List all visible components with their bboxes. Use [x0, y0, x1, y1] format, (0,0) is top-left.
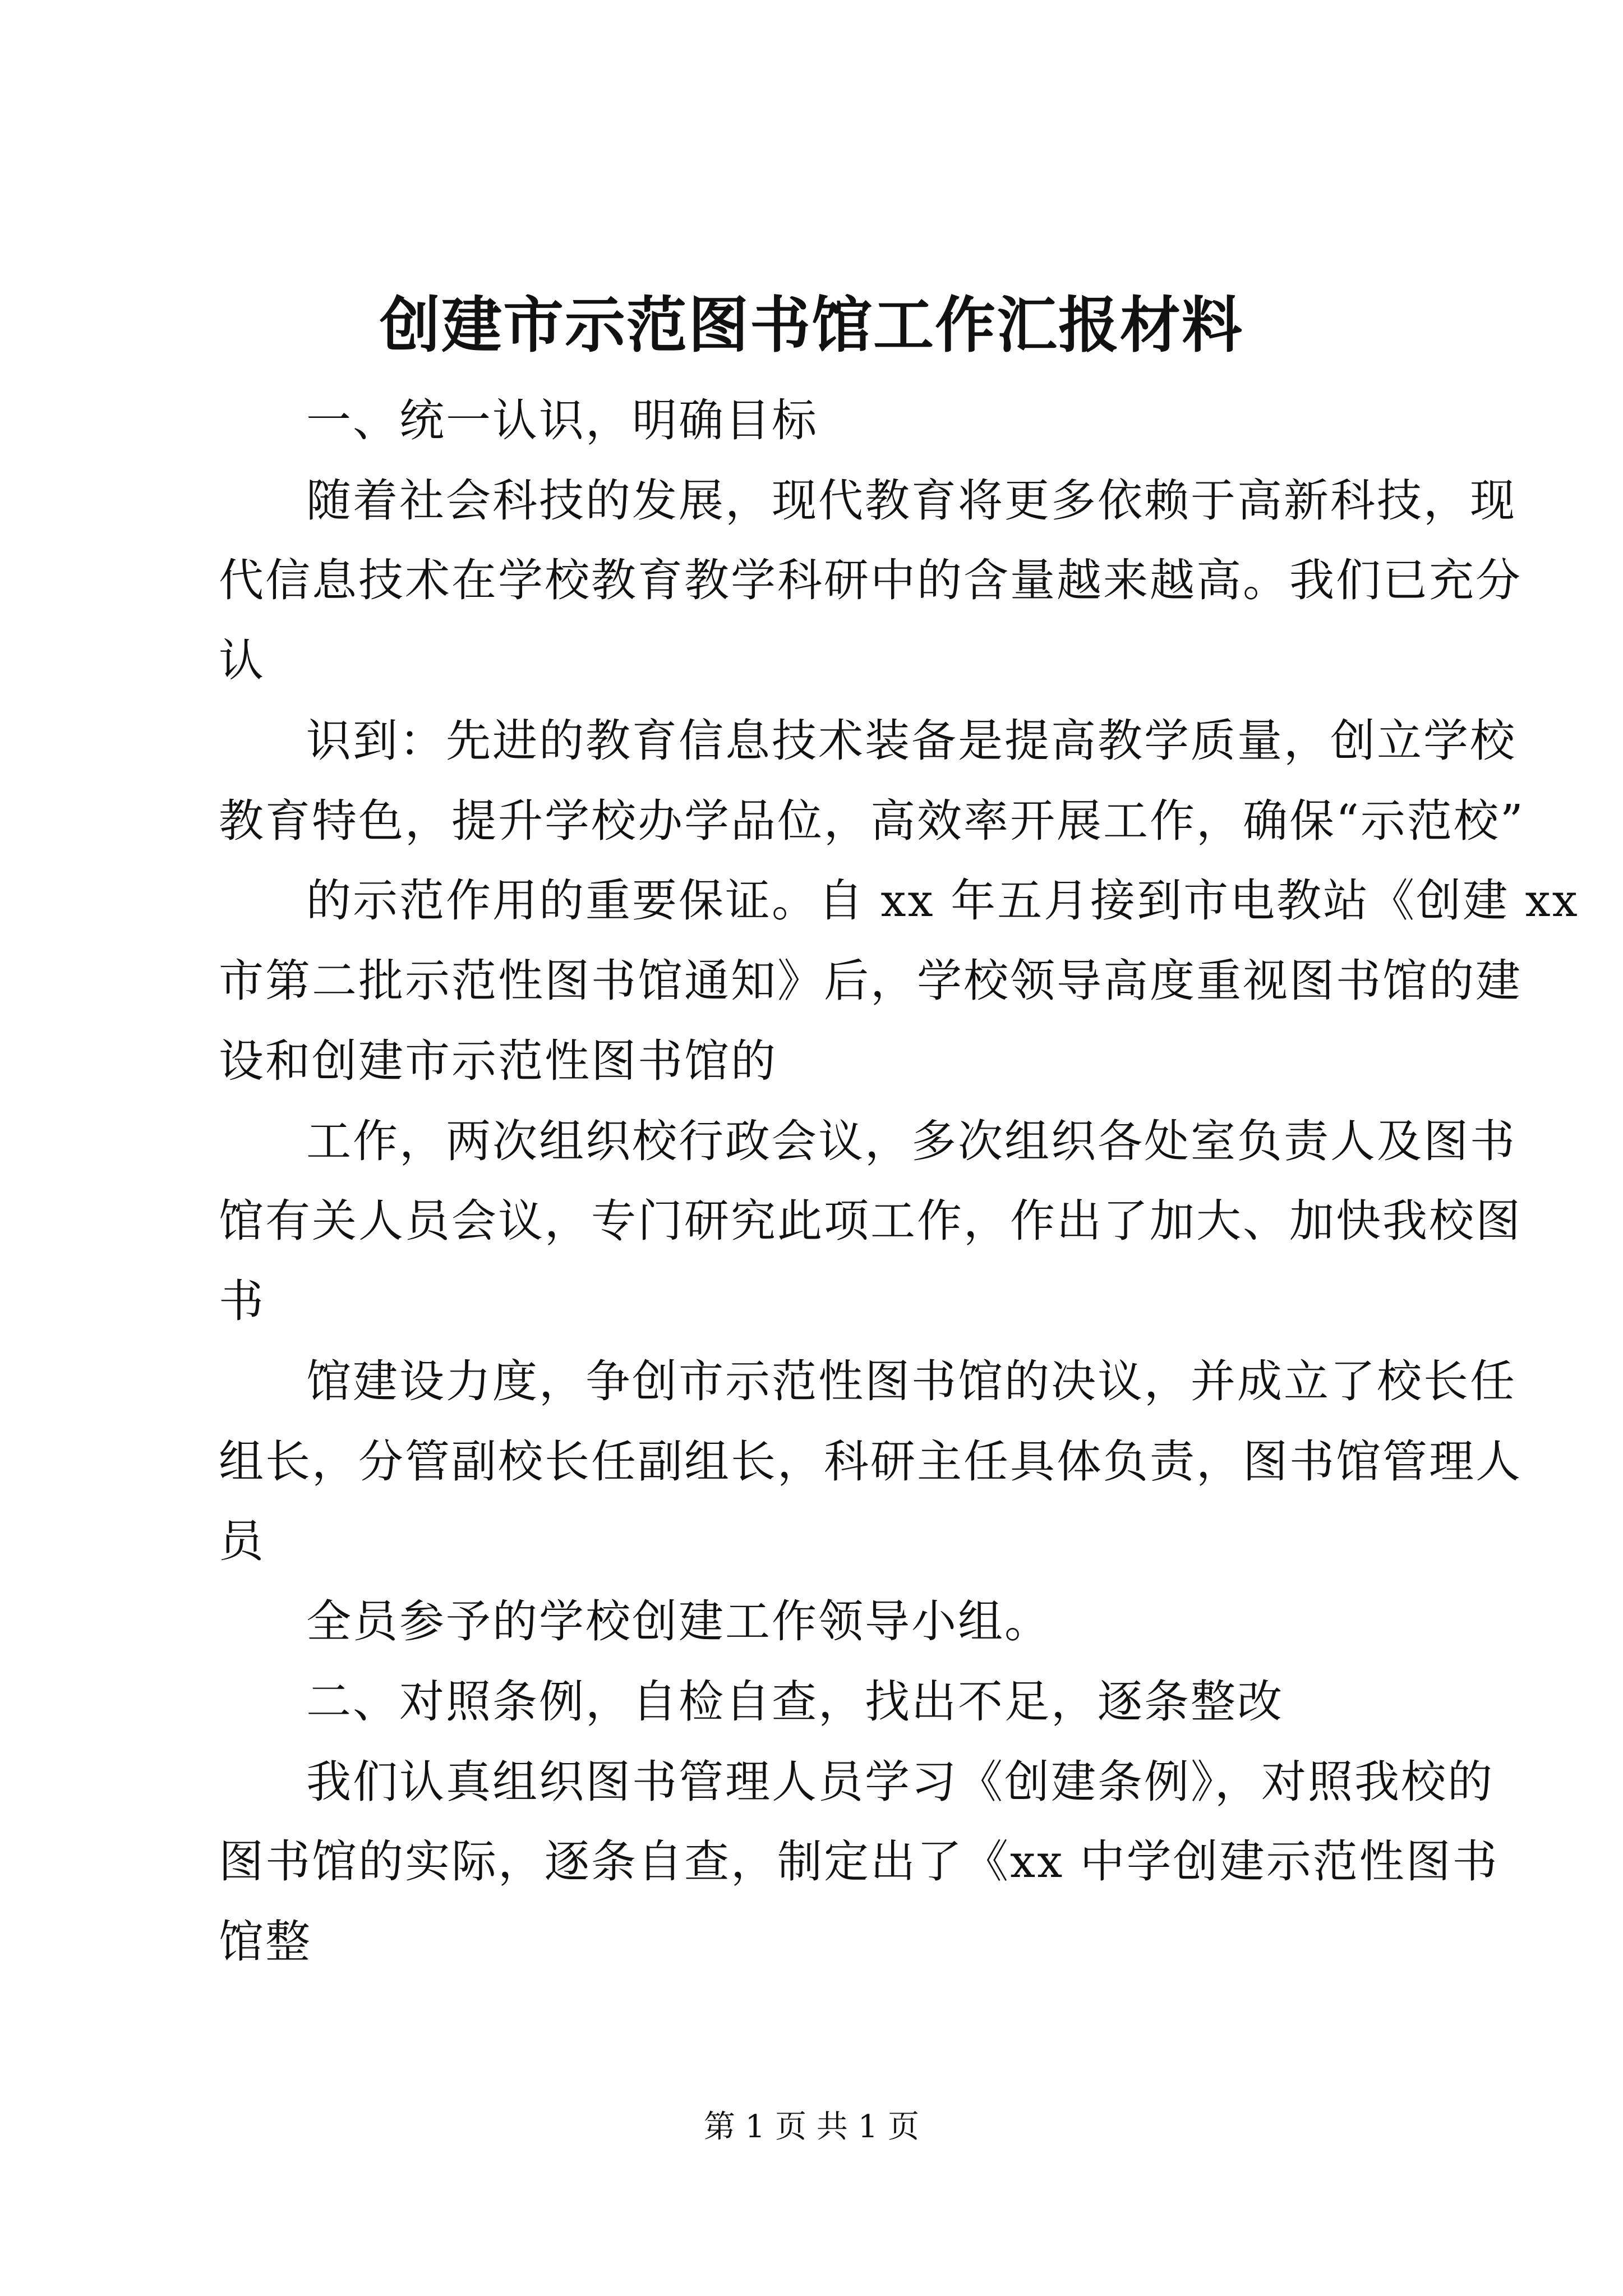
paragraph-line: 识到：先进的教育信息技术装备是提高教学质量，创立学校 — [306, 715, 1516, 767]
paragraph-line: 的示范作用的重要保证。自 xx 年五月接到市电教站《创建 xx — [306, 875, 1579, 927]
paragraph-line: 随着社会科技的发展，现代教育将更多依赖于高新科技，现 — [306, 475, 1516, 527]
paragraph-line: 全员参予的学校创建工作领导小组。 — [306, 1595, 1051, 1648]
page-footer: 第 1 页 共 1 页 — [703, 2109, 920, 2145]
section-heading-2: 二、对照条例，自检自查，找出不足，逐条整改 — [306, 1676, 1284, 1728]
paragraph-line: 馆整 — [219, 1916, 312, 1968]
paragraph-line: 我们认真组织图书管理人员学习《创建条例》，对照我校的 — [306, 1756, 1494, 1808]
paragraph-line: 工作，两次组织校行政会议，多次组织各处室负责人及图书 — [306, 1115, 1516, 1167]
paragraph-line: 馆有关人员会议，专门研究此项工作，作出了加大、加快我校图 — [219, 1195, 1522, 1247]
paragraph-line: 图书馆的实际，逐条自查，制定出了《xx 中学创建示范性图书 — [219, 1835, 1499, 1888]
paragraph-line: 市第二批示范性图书馆通知》后，学校领导高度重视图书馆的建 — [219, 955, 1522, 1007]
paragraph-line: 员 — [219, 1515, 265, 1567]
section-heading-1: 一、统一认识，明确目标 — [306, 394, 818, 447]
paragraph-line: 书 — [219, 1275, 265, 1327]
paragraph-line: 代信息技术在学校教育教学科研中的含量越来越高。我们已充分 — [219, 554, 1522, 606]
paragraph-line: 教育特色，提升学校办学品位，高效率开展工作，确保“示范校” — [219, 795, 1525, 847]
paragraph-line: 认 — [219, 634, 265, 687]
document-title: 创建市示范图书馆工作汇报材料 — [379, 290, 1243, 361]
paragraph-line: 设和创建市示范性图书馆的 — [219, 1035, 777, 1087]
paragraph-line: 组长，分管副校长任副组长，科研主任具体负责，图书馆管理人 — [219, 1435, 1522, 1488]
paragraph-line: 馆建设力度，争创市示范性图书馆的决议，并成立了校长任 — [306, 1355, 1516, 1407]
